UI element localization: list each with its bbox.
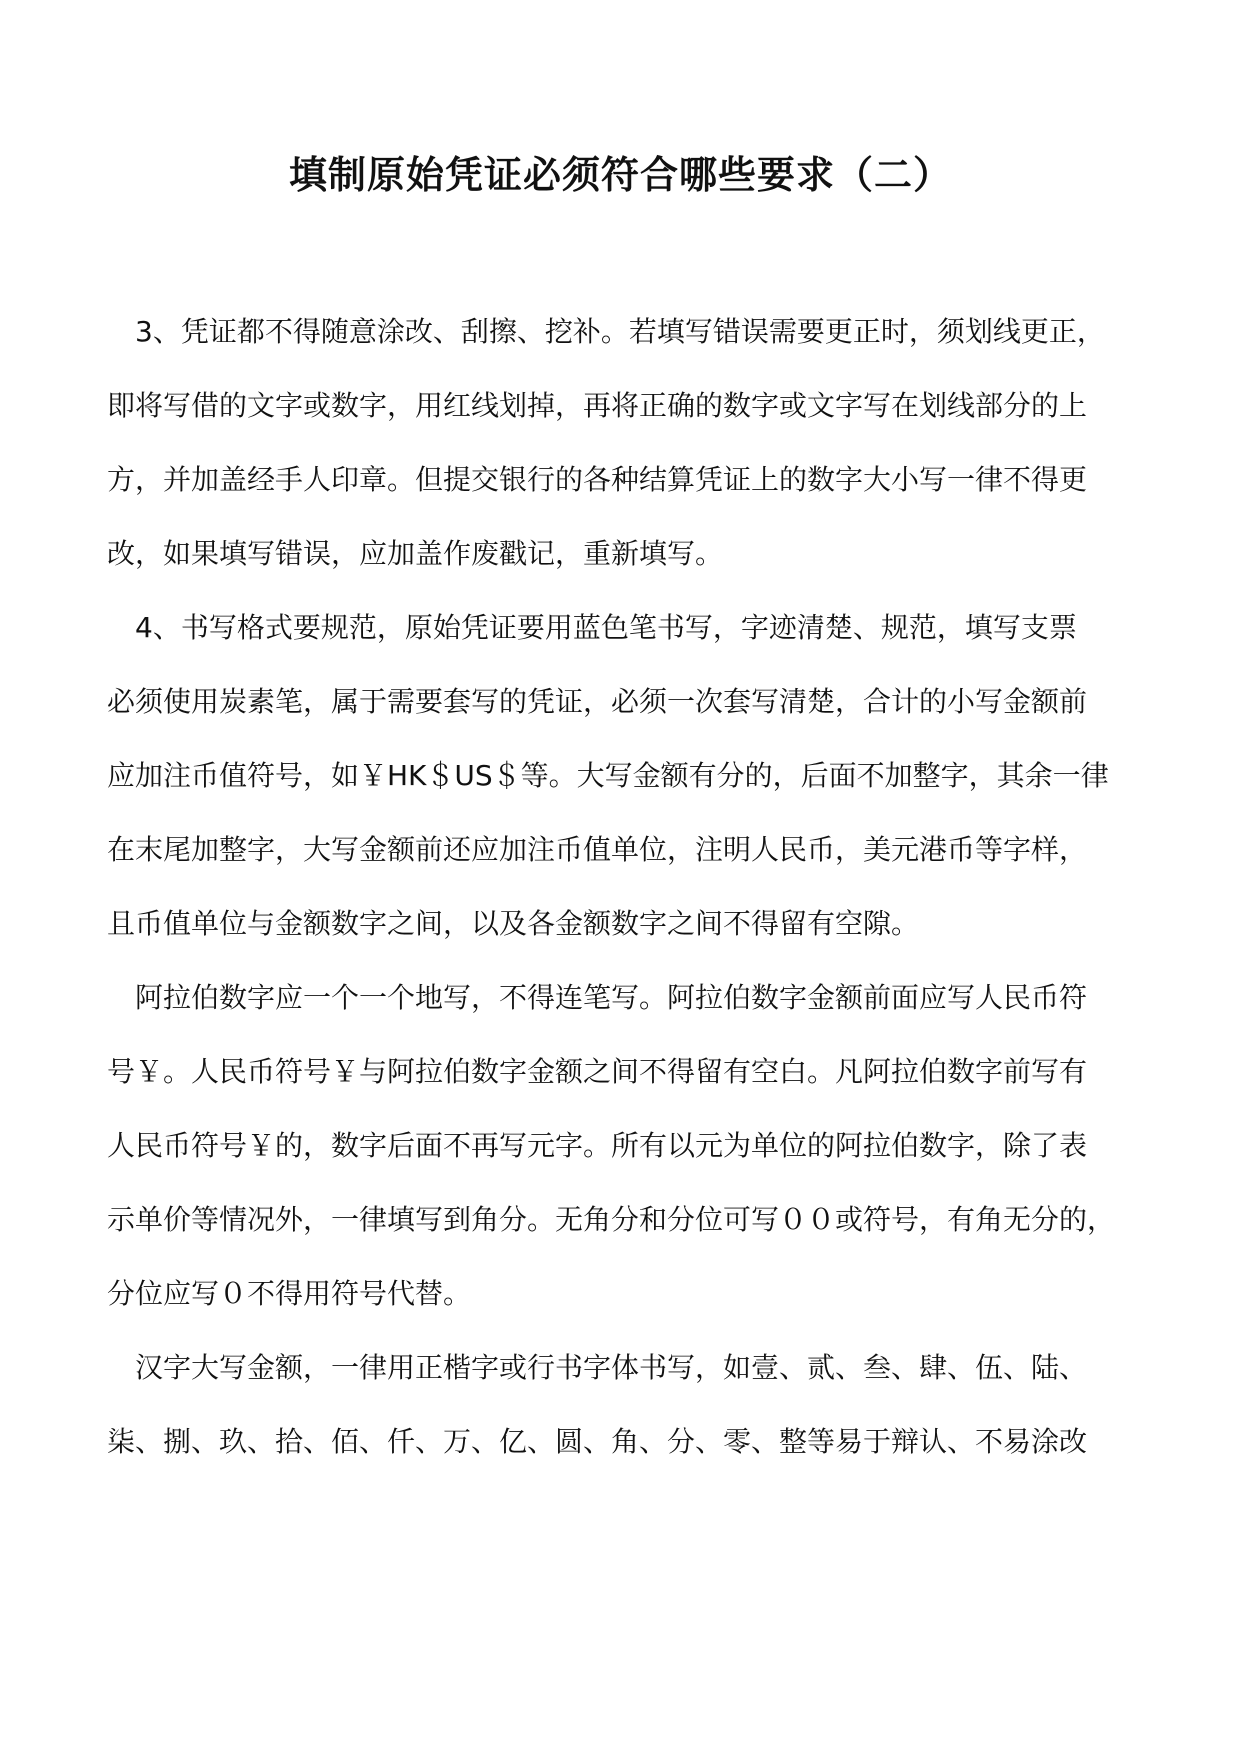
- body-line: 汉字大写金额，一律用正楷字或行书字体书写，如壹、贰、叁、肆、伍、陆、: [107, 1351, 1088, 1384]
- body-line: 应加注币值符号，如￥HK＄US＄等。大写金额有分的，后面不加整字，其余一律: [107, 759, 1109, 792]
- body-line: 改，如果填写错误，应加盖作废戳记，重新填写。: [107, 537, 724, 570]
- body-line: 号￥。人民币符号￥与阿拉伯数字金额之间不得留有空白。凡阿拉伯数字前写有: [107, 1055, 1088, 1088]
- body-line: 且币值单位与金额数字之间，以及各金额数字之间不得留有空隙。: [107, 907, 920, 940]
- body-line: 人民币符号￥的，数字后面不再写元字。所有以元为单位的阿拉伯数字，除了表: [107, 1129, 1088, 1162]
- body-line: 必须使用炭素笔，属于需要套写的凭证，必须一次套写清楚，合计的小写金额前: [107, 685, 1088, 718]
- body-line: 分位应写０不得用符号代替。: [107, 1277, 472, 1310]
- body-line: 方，并加盖经手人印章。但提交银行的各种结算凭证上的数字大小写一律不得更: [107, 463, 1088, 496]
- body-line: 4、书写格式要规范，原始凭证要用蓝色笔书写，字迹清楚、规范，填写支票: [107, 611, 1077, 644]
- body-line: 示单价等情况外，一律填写到角分。无角分和分位可写００或符号，有角无分的，: [107, 1203, 1116, 1236]
- body-line: 即将写借的文字或数字，用红线划掉，再将正确的数字或文字写在划线部分的上: [107, 389, 1088, 422]
- document-title: 填制原始凭证必须符合哪些要求（二）: [288, 153, 952, 197]
- body-line: 柒、捌、玖、拾、佰、仟、万、亿、圆、角、分、零、整等易于辩认、不易涂改: [107, 1425, 1088, 1458]
- body-line: 阿拉伯数字应一个一个地写，不得连笔写。阿拉伯数字金额前面应写人民币符: [107, 981, 1088, 1014]
- body-line: 3、凭证都不得随意涂改、刮擦、挖补。若填写错误需要更正时，须划线更正，: [107, 315, 1105, 348]
- body-line: 在末尾加整字，大写金额前还应加注币值单位，注明人民币，美元港币等字样，: [107, 833, 1088, 866]
